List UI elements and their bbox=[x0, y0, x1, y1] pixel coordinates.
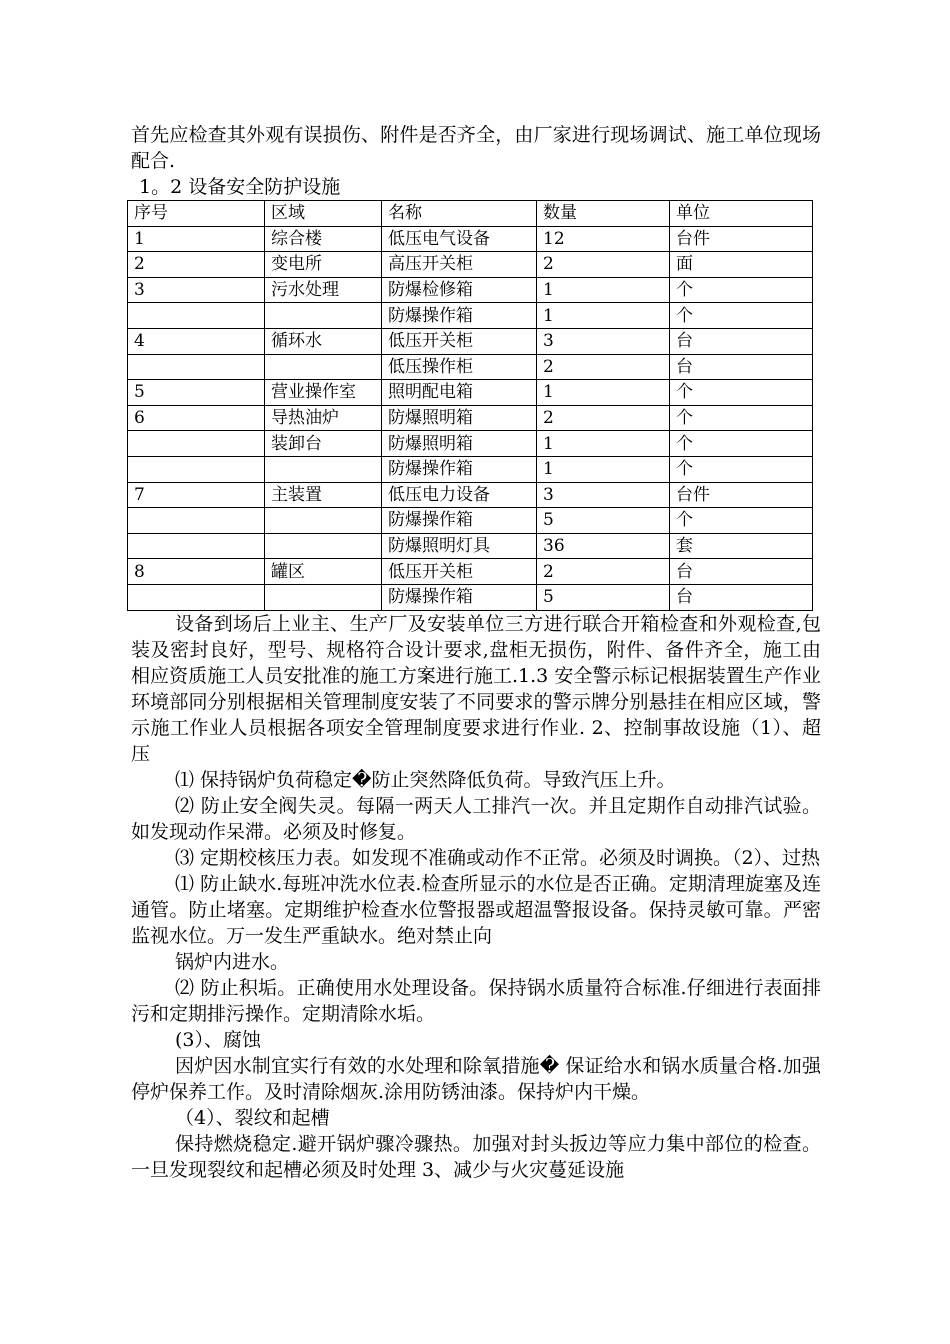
table-cell: 1 bbox=[537, 456, 670, 482]
table-row bbox=[128, 252, 813, 278]
table-cell: 12 bbox=[537, 226, 670, 252]
table-cell: 2 bbox=[537, 405, 670, 431]
table-cell: 综合楼 bbox=[265, 226, 382, 252]
table-cell bbox=[265, 354, 382, 380]
table-cell: 5 bbox=[128, 380, 265, 406]
table-cell bbox=[128, 354, 265, 380]
table-cell: 1 bbox=[537, 277, 670, 303]
table-row bbox=[128, 559, 813, 585]
table-cell: 3 bbox=[128, 277, 265, 303]
table-cell bbox=[265, 533, 382, 559]
table-cell: 个 bbox=[670, 456, 813, 482]
table-cell: 个 bbox=[670, 431, 813, 457]
table-cell: 低压开关柜 bbox=[382, 328, 537, 354]
table-cell: 个 bbox=[670, 277, 813, 303]
intro-paragraph: 首先应检查其外观有误损伤、附件是否齐全，由厂家进行现场调试、施工单位现场配合. bbox=[131, 124, 821, 172]
table-cell: 个 bbox=[670, 303, 813, 329]
table-cell: 低压开关柜 bbox=[382, 559, 537, 585]
table-cell bbox=[128, 584, 265, 610]
table-cell: 主装置 bbox=[265, 482, 382, 508]
table-cell: 变电所 bbox=[265, 252, 382, 278]
header-cell: 名称 bbox=[382, 201, 537, 227]
paragraph: 保持燃烧稳定.避开锅炉骤冷骤热。加强对封头扳边等应力集中部位的检查。一旦发现裂纹和起槽必须及时处理 3、减少与火灾蔓延设施 bbox=[131, 1132, 821, 1181]
table-cell: 低压操作柜 bbox=[382, 354, 537, 380]
table-cell: 台 bbox=[670, 584, 813, 610]
table-row bbox=[128, 584, 813, 610]
table-cell: 7 bbox=[128, 482, 265, 508]
paragraph: 锅炉内进水。 bbox=[175, 950, 290, 973]
table-cell: 2 bbox=[128, 252, 265, 278]
table-cell: 1 bbox=[537, 380, 670, 406]
table-row bbox=[128, 328, 813, 354]
table-row bbox=[128, 380, 813, 406]
table-cell: 低压电力设备 bbox=[382, 482, 537, 508]
table-cell: 营业操作室 bbox=[265, 380, 382, 406]
paragraph: ⑴ 防止缺水.每班冲洗水位表.检查所显示的水位是否正确。定期清理旋塞及连通管。防止堵塞。定期维护检查水位警报器或超温警报设备。保持灵敏可靠。严密监视水位。万一发生严重缺水。绝对禁止向 bbox=[131, 872, 821, 947]
table-cell: 套 bbox=[670, 533, 813, 559]
table-row bbox=[128, 431, 813, 457]
paragraph: （4）、裂纹和起槽 bbox=[175, 1106, 330, 1129]
table-cell: 5 bbox=[537, 584, 670, 610]
table-cell: 3 bbox=[537, 482, 670, 508]
table-cell: 照明配电箱 bbox=[382, 380, 537, 406]
table-cell: 台 bbox=[670, 354, 813, 380]
header-cell: 单位 bbox=[670, 201, 813, 227]
table-row bbox=[128, 508, 813, 534]
table-cell: 防爆检修箱 bbox=[382, 277, 537, 303]
table-cell: 面 bbox=[670, 252, 813, 278]
table-cell: 1 bbox=[537, 303, 670, 329]
paragraph: 因炉因水制宜实行有效的水处理和除氧措施� 保证给水和锅水质量合格.加强停炉保养工作。及时清除烟灰.涂用防锈油漆。保持炉内干燥。 bbox=[131, 1054, 821, 1103]
table-cell: 台 bbox=[670, 559, 813, 585]
table-cell: 污水处理 bbox=[265, 277, 382, 303]
table-cell: 5 bbox=[537, 508, 670, 534]
equipment-table bbox=[127, 200, 813, 611]
table-cell: 台件 bbox=[670, 226, 813, 252]
header-cell: 序号 bbox=[128, 201, 265, 227]
table-cell bbox=[128, 508, 265, 534]
table-row bbox=[128, 226, 813, 252]
table-cell: 导热油炉 bbox=[265, 405, 382, 431]
table-cell: 防爆照明灯具 bbox=[382, 533, 537, 559]
table-row bbox=[128, 303, 813, 329]
table-cell: 个 bbox=[670, 508, 813, 534]
table-cell: 个 bbox=[670, 380, 813, 406]
table-cell: 1 bbox=[537, 431, 670, 457]
table-cell: 个 bbox=[670, 405, 813, 431]
table-cell: 台件 bbox=[670, 482, 813, 508]
table-cell: 防爆照明箱 bbox=[382, 405, 537, 431]
table-cell bbox=[265, 584, 382, 610]
table-cell: 低压电气设备 bbox=[382, 226, 537, 252]
table-cell: 防爆操作箱 bbox=[382, 456, 537, 482]
paragraph: ⑴ 保持锅炉负荷稳定�防止突然降低负荷。导致汽压上升。 bbox=[175, 768, 676, 791]
table-cell: 36 bbox=[537, 533, 670, 559]
table-row bbox=[128, 354, 813, 380]
table-cell: 3 bbox=[537, 328, 670, 354]
table-cell: 罐区 bbox=[265, 559, 382, 585]
table-cell bbox=[265, 508, 382, 534]
table-cell: 循环水 bbox=[265, 328, 382, 354]
table-cell: 防爆照明箱 bbox=[382, 431, 537, 457]
table-cell bbox=[265, 456, 382, 482]
table-row bbox=[128, 533, 813, 559]
table-row bbox=[128, 482, 813, 508]
table-cell: 1 bbox=[128, 226, 265, 252]
table-cell: 防爆操作箱 bbox=[382, 303, 537, 329]
paragraph: ⑵ 防止积垢。正确使用水处理设备。保持锅水质量符合标准.仔细进行表面排污和定期排污操作。定期清除水垢。 bbox=[131, 976, 821, 1025]
table-row bbox=[128, 456, 813, 482]
table-cell: 高压开关柜 bbox=[382, 252, 537, 278]
table-cell: 6 bbox=[128, 405, 265, 431]
table-cell: 防爆操作箱 bbox=[382, 508, 537, 534]
table-cell: 台 bbox=[670, 328, 813, 354]
table-cell bbox=[128, 456, 265, 482]
paragraph: ⑵ 防止安全阀失灵。每隔一两天人工排汽一次。并且定期作自动排汽试验。如发现动作呆滞。必须及时修复。 bbox=[131, 794, 821, 843]
paragraph: ⑶ 定期校核压力表。如发现不准确或动作不正常。必须及时调换。（2）、过热 bbox=[175, 846, 821, 869]
section-heading: 1。2 设备安全防护设施 bbox=[139, 176, 341, 198]
table-cell: 2 bbox=[537, 559, 670, 585]
header-cell: 数量 bbox=[537, 201, 670, 227]
paragraph: 设备到场后上业主、生产厂及安装单位三方进行联合开箱检查和外观检查,包装及密封良好，型号、规格符合设计要求,盘柜无损伤，附件、备件齐全，施工由相应资质施工人员安批准的施工方案进行施工.1.3 安全警示标记根据装置生产作业环境部同分别根据相关管理制度安装了不同要求的警示牌分别悬挂在相应区域，警示施工作业人员根据各项安全管理制度要求进行作业. 2、控制事故设施（1）、超压 bbox=[131, 612, 821, 765]
table-cell: 2 bbox=[537, 354, 670, 380]
table-header-row bbox=[128, 201, 813, 227]
table-cell: 装卸台 bbox=[265, 431, 382, 457]
table-cell bbox=[128, 303, 265, 329]
table-cell: 8 bbox=[128, 559, 265, 585]
table-cell bbox=[128, 533, 265, 559]
table-cell: 4 bbox=[128, 328, 265, 354]
document-page bbox=[131, 122, 821, 1183]
table-row bbox=[128, 405, 813, 431]
table-cell: 防爆操作箱 bbox=[382, 584, 537, 610]
table-cell bbox=[128, 431, 265, 457]
header-cell: 区域 bbox=[265, 201, 382, 227]
table-row bbox=[128, 277, 813, 303]
table-cell: 2 bbox=[537, 252, 670, 278]
paragraph: (3）、腐蚀 bbox=[175, 1028, 262, 1051]
table-cell bbox=[265, 303, 382, 329]
